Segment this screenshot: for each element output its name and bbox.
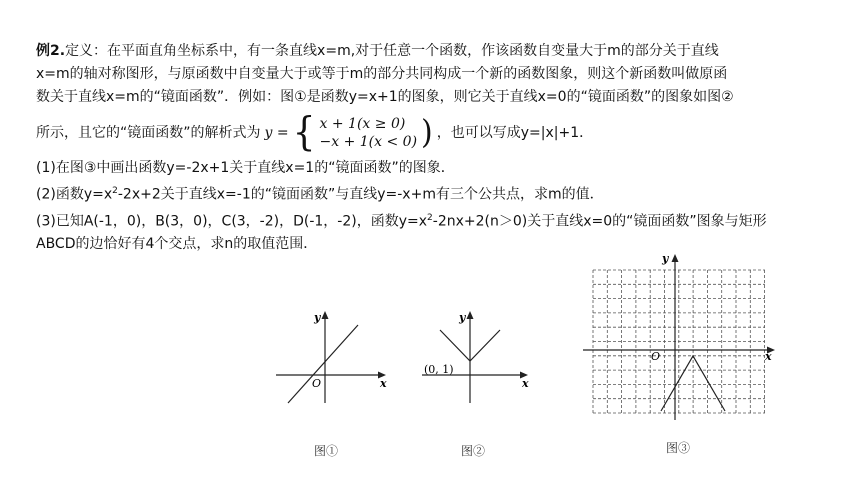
figure-1-caption: 图① xyxy=(314,444,339,458)
x-axis-label: x xyxy=(765,350,772,363)
y-axis-arrow xyxy=(672,254,679,262)
problem-line-2: x=m的轴对称图形，与原函数中自变量大于或等于m的部分共同构成一个新的函数图象，则这个新函数叫做原函 xyxy=(36,66,728,82)
y-equals: y = xyxy=(264,124,289,141)
problem-text xyxy=(36,40,836,256)
y-axis-label: y xyxy=(662,252,669,265)
figure-2 xyxy=(418,305,538,405)
case-1: x + 1(x ≥ 0) xyxy=(319,116,406,132)
y-axis-arrow xyxy=(322,311,329,319)
figure-3-caption: 图③ xyxy=(666,441,691,455)
case-2: −x + 1(x < 0) xyxy=(319,134,418,150)
problem-line-1: 例2.定义：在平面直角坐标系中，有一条直线x=m,对于任意一个函数，作该函数自变量大于m的部分关于直线 xyxy=(36,43,719,59)
origin-label: O xyxy=(651,350,661,363)
problem-line-4: 所示，且它的“镜面函数”的解析式为 y = { x + 1(x ≥ 0) −x + 1(x < 0) ) ，也可以写成y=|x|+1． xyxy=(36,109,594,155)
figure-2-caption: 图② xyxy=(461,444,486,458)
origin-label: O xyxy=(312,377,322,390)
piecewise-close-paren: ) xyxy=(421,113,433,152)
figure-3 xyxy=(575,248,790,428)
x-axis-label: x xyxy=(522,377,529,390)
example-label: 例2. xyxy=(36,43,66,59)
y-axis-label: y xyxy=(459,311,466,324)
question-3: (3)已知A(-1，0)，B(3，0)，C(3，-2)，D(-1，-2)，函数$y=x^2-2nx+2(n>0)$关于直线x=0的“镜面函数”图象与矩形 xyxy=(36,212,767,230)
x-axis-label: x xyxy=(380,377,387,390)
problem-line-3: 数关于直线x=m的“镜面函数”．例如：图①是函数y=x+1的图象，则它关于直线x=0的“镜面函数”的图象如图② xyxy=(36,89,734,105)
question-1: (1)在图③中画出函数y=-2x+1关于直线x=1的“镜面函数”的图象． xyxy=(36,160,455,176)
y-axis-label: y xyxy=(314,311,321,324)
question-2: (2)函数$y=x^2-2x+2$关于直线x=-1的“镜面函数”与直线y=-x+m有三个公共点，求m的值． xyxy=(36,186,604,203)
point-label: (0, 1) xyxy=(424,363,454,376)
piecewise-brace: { xyxy=(292,109,316,155)
dashed-grid xyxy=(593,270,765,413)
graph-line xyxy=(288,325,358,403)
question-3-line-2: ABCD的边恰好有4个交点，求n的取值范围． xyxy=(36,236,318,253)
y-axis-arrow xyxy=(467,311,474,319)
figure-1 xyxy=(270,305,400,405)
piecewise-cases xyxy=(320,115,418,151)
